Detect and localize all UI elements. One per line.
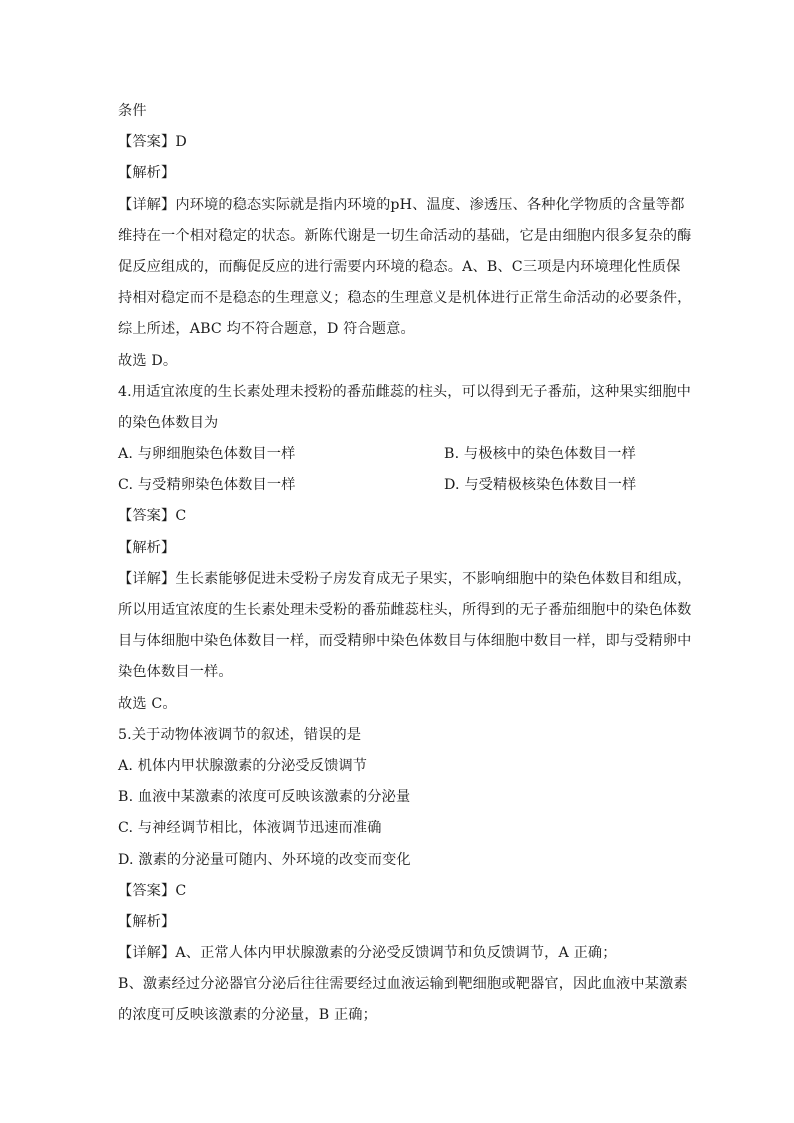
answer-line: 【答案】C — [118, 508, 187, 525]
option-row — [118, 470, 690, 501]
option-d: D. 激素的分泌量可随内、外环境的改变而变化 — [118, 851, 411, 868]
document-page — [118, 96, 690, 1032]
option-row — [118, 439, 690, 470]
conclusion-line: 故选 D。 — [118, 352, 178, 369]
analysis-heading: 【解析】 — [118, 539, 176, 556]
detail-line: 【详解】内环境的稳态实际就是指内环境的pH、温度、渗透压、各种化学物质的含量等都 — [118, 196, 685, 213]
question-stem: 的染色体数目为 — [118, 414, 219, 431]
text-line: 条件 — [118, 103, 147, 119]
question-stem: 4.用适宜浓度的生长素处理未授粉的番茄雌蕊的柱头，可以得到无子番茄，这种果实细胞中 — [118, 383, 692, 400]
detail-line: 目与体细胞中染色体数目一样，而受精卵中染色体数目与体细胞中数目一样，即与受精卵中 — [118, 633, 692, 650]
detail-line: 【详解】生长素能够促进未受粉子房发育成无子果实，不影响细胞中的染色体数目和组成， — [118, 570, 692, 587]
detail-line: 维持在一个相对稳定的状态。新陈代谢是一切生命活动的基础，它是由细胞内很多复杂的酶 — [118, 227, 692, 244]
detail-line: 综上所述，ABC 均不符合题意，D 符合题意。 — [118, 321, 415, 338]
option-c: C. 与受精卵染色体数目一样 — [118, 477, 296, 494]
detail-line: 持相对稳定而不是稳态的生理意义；稳态的生理意义是机体进行正常生命活动的必要条件， — [118, 290, 692, 307]
option-a: A. 与卵细胞染色体数目一样 — [118, 446, 296, 463]
option-c: C. 与神经调节相比，体液调节迅速而准确 — [118, 820, 382, 837]
detail-line: B、激素经过分泌器官分泌后往往需要经过血液运输到靶细胞或靶器官，因此血液中某激素 — [118, 976, 688, 993]
detail-line: 的浓度可反映该激素的分泌量，B 正确； — [118, 1007, 377, 1024]
answer-line: 【答案】C — [118, 882, 187, 899]
analysis-heading: 【解析】 — [118, 913, 176, 930]
option-a: A. 机体内甲状腺激素的分泌受反馈调节 — [118, 757, 368, 774]
question-stem: 5.关于动物体液调节的叙述，错误的是 — [118, 726, 362, 743]
option-b: B. 与极核中的染色体数目一样 — [444, 446, 636, 463]
conclusion-line: 故选 C。 — [118, 695, 177, 712]
answer-line: 【答案】D — [118, 134, 187, 151]
option-b: B. 血液中某激素的浓度可反映该激素的分泌量 — [118, 789, 411, 806]
analysis-heading: 【解析】 — [118, 165, 176, 182]
detail-line: 促反应组成的，而酶促反应的进行需要内环境的稳态。A、B、C三项是内环境理化性质保 — [118, 258, 681, 275]
option-d: D. 与受精极核染色体数目一样 — [444, 477, 637, 494]
detail-line: 染色体数目一样。 — [118, 664, 233, 681]
detail-line: 所以用适宜浓度的生长素处理未受粉的番茄雌蕊柱头，所得到的无子番茄细胞中的染色体数 — [118, 602, 692, 618]
detail-line: 【详解】A、正常人体内甲状腺激素的分泌受反馈调节和负反馈调节，A 正确； — [118, 945, 617, 962]
